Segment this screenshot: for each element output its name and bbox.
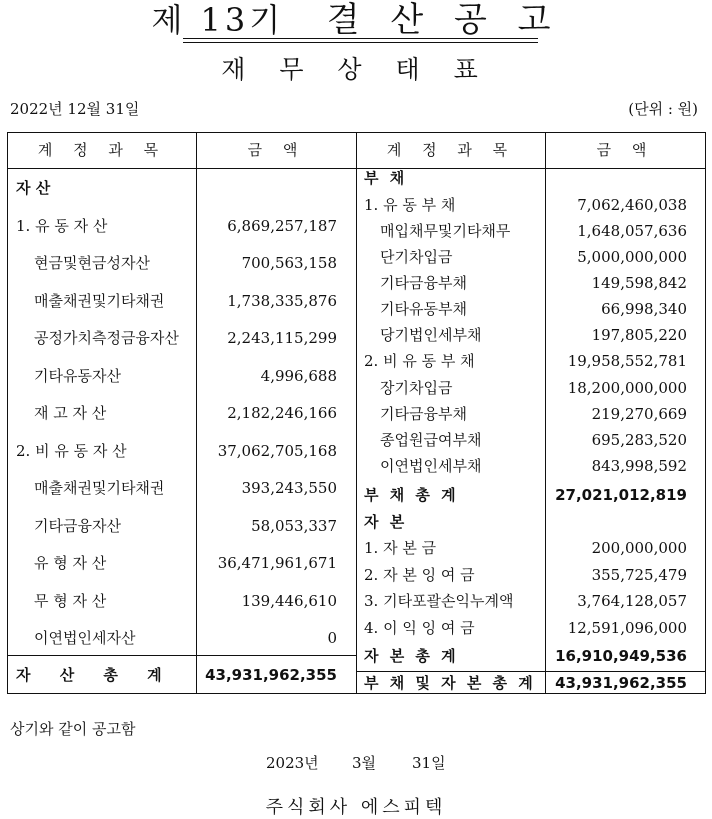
row-label: 자 산 <box>16 179 51 197</box>
header-account-right: 계 정 과 목 <box>386 141 516 159</box>
row-label: 부 채 및 자 본 총 계 <box>364 674 536 692</box>
company-name: 주식회사 에스피텍 <box>265 797 447 818</box>
row-label: 현금및현금성자산 <box>34 254 150 272</box>
statement-date: 2022년 12월 31일 <box>10 100 140 118</box>
row-value: 139,446,610 <box>241 591 337 610</box>
row-label: 기타금융자산 <box>34 516 121 535</box>
row-value: 1,738,335,876 <box>227 291 337 310</box>
row-label: 장기차입금 <box>380 379 453 397</box>
row-label: 2. 자 본 잉 여 금 <box>364 566 475 584</box>
row-value: 58,053,337 <box>251 516 337 535</box>
publish-month: 3월 <box>352 754 377 772</box>
row-label: 1. 유 동 부 채 <box>364 196 456 214</box>
row-label: 종업원급여부채 <box>380 431 482 449</box>
row-label: 2. 비 유 동 자 산 <box>16 441 127 460</box>
row-label: 매출채권및기타채권 <box>34 479 165 497</box>
row-value: 19,958,552,781 <box>567 352 687 370</box>
header-amount-right: 금 액 <box>596 141 655 159</box>
row-value: 2,243,115,299 <box>227 329 337 347</box>
row-label: 매입채무및기타채무 <box>380 222 511 240</box>
row-value: 197,805,220 <box>591 326 687 344</box>
row-label: 재 고 자 산 <box>34 404 107 422</box>
header-account-left: 계 정 과 목 <box>37 141 167 159</box>
row-label: 부 채 <box>364 169 408 187</box>
row-value: 393,243,550 <box>241 479 337 497</box>
row-label: 무 형 자 산 <box>34 591 107 610</box>
row-label: 4. 이 익 잉 여 금 <box>364 619 475 637</box>
row-value: 219,270,669 <box>591 405 687 423</box>
notice-text: 상기와 같이 공고함 <box>10 720 136 738</box>
total-divider-right <box>357 671 705 672</box>
header-amount-left: 금 액 <box>247 141 306 159</box>
title-double-underline <box>183 38 538 43</box>
row-value: 6,869,257,187 <box>227 216 337 235</box>
row-label: 자 본 <box>364 513 408 531</box>
row-value: 149,598,842 <box>591 274 687 292</box>
page-title <box>147 0 564 40</box>
row-label: 1. 자 본 금 <box>364 539 437 557</box>
row-value: 2,182,246,166 <box>227 404 337 422</box>
row-value: 0 <box>327 629 337 647</box>
row-label: 기타금융부채 <box>380 274 467 292</box>
row-label: 이연법인세자산 <box>34 629 136 647</box>
row-value: 12,591,096,000 <box>567 619 687 637</box>
row-value: 695,283,520 <box>591 431 687 449</box>
row-label: 이연법인세부채 <box>380 457 482 475</box>
row-value: 18,200,000,000 <box>567 379 687 397</box>
row-label: 매출채권및기타채권 <box>34 291 165 310</box>
row-label: 당기법인세부채 <box>380 326 482 344</box>
column-divider <box>356 133 357 693</box>
row-label: 기타금융부채 <box>380 405 467 423</box>
row-value: 843,998,592 <box>591 457 687 475</box>
unit-label: (단위 : 원) <box>628 100 698 118</box>
row-label: 3. 기타포괄손익누계액 <box>364 592 514 610</box>
row-value: 43,931,962,355 <box>555 674 687 692</box>
row-value: 27,021,012,819 <box>555 486 687 504</box>
row-value: 1,648,057,636 <box>577 222 687 240</box>
row-value: 16,910,949,536 <box>555 647 687 665</box>
row-label: 1. 유 동 자 산 <box>16 216 108 235</box>
row-value: 5,000,000,000 <box>577 248 687 266</box>
row-value: 700,563,158 <box>241 254 337 272</box>
row-label: 유 형 자 산 <box>34 554 107 572</box>
row-value: 4,996,688 <box>260 366 337 385</box>
title-main: 결 산 공 고 <box>326 0 561 40</box>
total-assets-label: 자 산 총 계 <box>16 666 174 684</box>
row-label: 기타유동자산 <box>34 366 121 385</box>
row-label: 단기차입금 <box>380 248 453 266</box>
row-value: 3,764,128,057 <box>577 592 687 610</box>
row-value: 37,062,705,168 <box>217 441 337 460</box>
publish-day: 31일 <box>412 754 446 772</box>
row-value: 7,062,460,038 <box>577 196 687 214</box>
row-label: 2. 비 유 동 부 채 <box>364 352 475 370</box>
title-period: 제 13기 <box>151 1 285 39</box>
header-divider <box>8 168 705 169</box>
row-label: 자 본 총 계 <box>364 647 459 665</box>
row-value: 66,998,340 <box>601 300 687 318</box>
total-assets-value: 43,931,962,355 <box>205 666 337 684</box>
row-value: 36,471,961,671 <box>217 554 337 572</box>
row-label: 공정가치측정금융자산 <box>34 329 179 347</box>
publish-year: 2023년 <box>266 754 319 772</box>
total-divider-left <box>8 655 356 656</box>
row-label: 기타유동부채 <box>380 300 467 318</box>
row-label: 부 채 총 계 <box>364 486 459 504</box>
row-value: 200,000,000 <box>591 539 687 557</box>
balance-sheet-table <box>7 132 706 694</box>
subtitle: 재 무 상 태 표 <box>221 55 491 84</box>
row-value: 355,725,479 <box>591 566 687 584</box>
